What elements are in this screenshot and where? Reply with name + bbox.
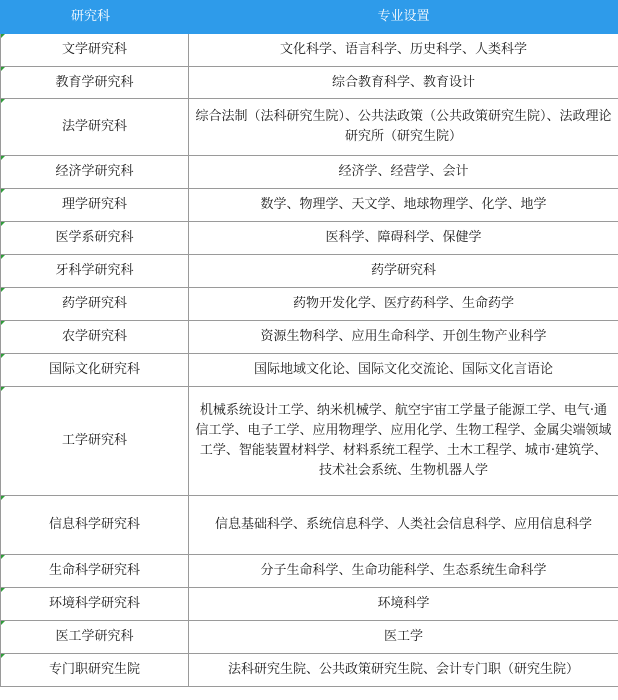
faculty-cell: 理学研究科 (1, 189, 189, 222)
table-header-row (1, 1, 618, 34)
majors-cell: 资源生物科学、应用生命科学、开创生物产业科学 (189, 321, 618, 354)
table-row (1, 156, 618, 189)
faculty-cell: 经济学研究科 (1, 156, 189, 189)
faculty-cell: 药学研究科 (1, 288, 189, 321)
faculty-cell: 法学研究科 (1, 99, 189, 156)
faculty-cell: 国际文化研究科 (1, 354, 189, 387)
faculty-cell: 医学系研究科 (1, 222, 189, 255)
majors-cell: 医工学 (189, 621, 618, 654)
faculty-cell: 专门职研究生院 (1, 654, 189, 687)
table-row (1, 354, 618, 387)
majors-cell: 信息基础科学、系统信息科学、人类社会信息科学、应用信息科学 (189, 496, 618, 555)
majors-cell: 分子生命科学、生命功能科学、生态系统生命科学 (189, 555, 618, 588)
table-row (1, 621, 618, 654)
majors-cell: 文化科学、语言科学、历史科学、人类科学 (189, 34, 618, 67)
majors-cell: 医科学、障碍科学、保健学 (189, 222, 618, 255)
faculty-cell: 牙科学研究科 (1, 255, 189, 288)
majors-cell: 经济学、经营学、会计 (189, 156, 618, 189)
faculty-cell: 工学研究科 (1, 387, 189, 496)
table-row (1, 34, 618, 67)
majors-cell: 综合法制（法科研究生院）、公共法政策（公共政策研究生院）、法政理论研究所（研究生院） (189, 99, 618, 156)
table-row (1, 321, 618, 354)
faculty-cell: 文学研究科 (1, 34, 189, 67)
faculty-cell: 农学研究科 (1, 321, 189, 354)
table-row (1, 67, 618, 99)
table-row (1, 496, 618, 555)
header-faculty: 研究科 (1, 1, 189, 34)
majors-cell: 法科研究生院、公共政策研究生院、会计专门职（研究生院） (189, 654, 618, 687)
majors-cell: 机械系统设计工学、纳米机械学、航空宇宙工学量子能源工学、电气·通信工学、电子工学、应用物理学、应用化学、生物工程学、金属尖端领域工学、智能装置材料学、材料系统工程学、土木工程学、城市·建筑学、技术社会系统、生物机器人学 (189, 387, 618, 496)
table-row (1, 288, 618, 321)
faculty-cell: 医工学研究科 (1, 621, 189, 654)
table-row (1, 189, 618, 222)
majors-cell: 环境科学 (189, 588, 618, 621)
majors-cell: 药学研究科 (189, 255, 618, 288)
faculty-cell: 生命科学研究科 (1, 555, 189, 588)
majors-cell: 国际地域文化论、国际文化交流论、国际文化言语论 (189, 354, 618, 387)
majors-cell: 综合教育科学、教育设计 (189, 67, 618, 99)
table-row (1, 654, 618, 687)
majors-cell: 数学、物理学、天文学、地球物理学、化学、地学 (189, 189, 618, 222)
table-row (1, 555, 618, 588)
table-row (1, 255, 618, 288)
majors-cell: 药物开发化学、医疗药科学、生命药学 (189, 288, 618, 321)
table-row (1, 588, 618, 621)
table-row (1, 99, 618, 156)
faculty-cell: 信息科学研究科 (1, 496, 189, 555)
table-row (1, 387, 618, 496)
faculty-cell: 环境科学研究科 (1, 588, 189, 621)
table-row (1, 222, 618, 255)
header-majors: 专业设置 (189, 1, 618, 34)
faculty-cell: 教育学研究科 (1, 67, 189, 99)
